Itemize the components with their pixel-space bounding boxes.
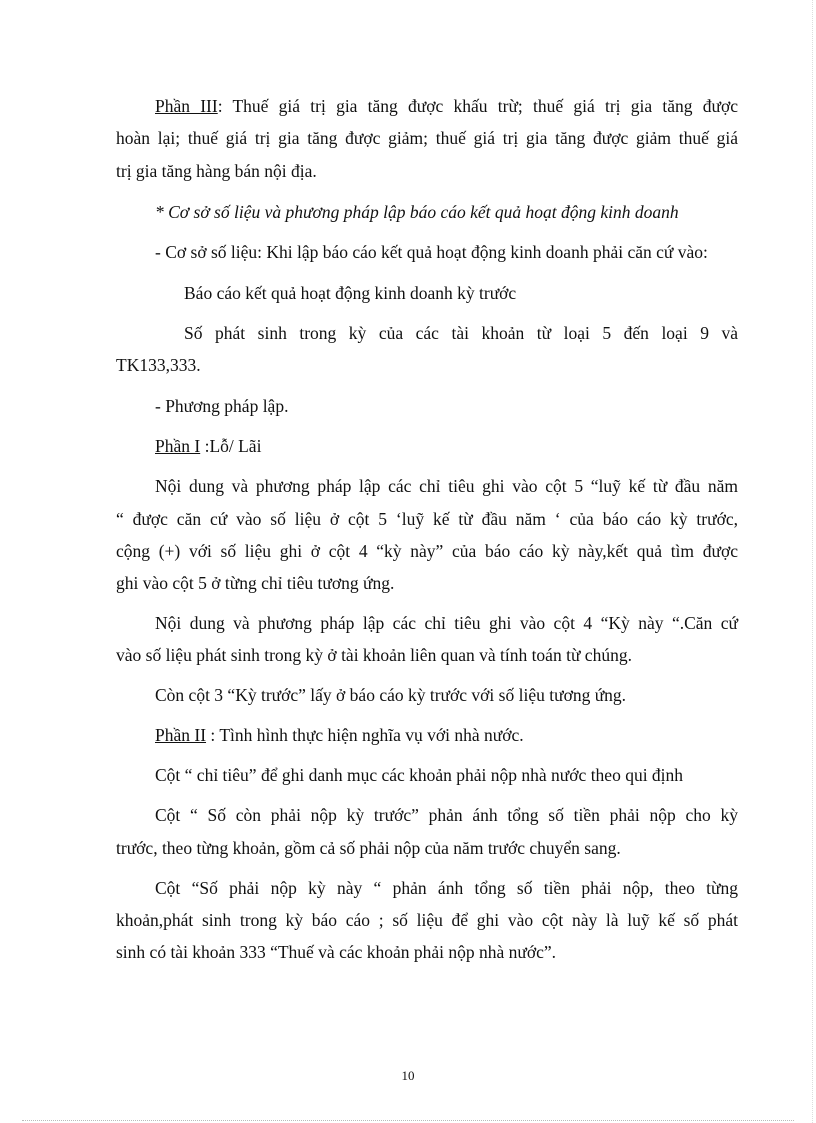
col-curr-due-line-1: Cột “Số phải nộp kỳ này “ phản ánh tổng số tiền phải nộp, theo từng bbox=[155, 878, 738, 898]
part3-line-3: trị gia tăng hàng bán nội địa. bbox=[116, 161, 317, 181]
part3-label: Phần III bbox=[155, 96, 218, 116]
method-line: - Phương pháp lập. bbox=[155, 396, 289, 416]
part1-label: Phần I bbox=[155, 436, 201, 456]
para-col5-line-4: ghi vào cột 5 ở từng chỉ tiêu tương ứng. bbox=[116, 573, 395, 593]
part3-line-2: hoàn lại; thuế giá trị gia tăng được giảm; thuế giá trị gia tăng được giảm thuế giá bbox=[116, 128, 738, 148]
prior-report-item: Báo cáo kết quả hoạt động kinh doanh kỳ trước bbox=[184, 283, 517, 303]
col-curr-due-line-3: sinh có tài khoản 333 “Thuế và các khoản phải nộp nhà nước”. bbox=[116, 942, 557, 962]
basis-heading: * Cơ sở số liệu và phương pháp lập báo cáo kết quả hoạt động kinh doanh bbox=[155, 202, 679, 222]
part2-label: Phần II bbox=[155, 725, 207, 745]
col-indicator-line: Cột “ chỉ tiêu” để ghi danh mục các khoản phải nộp nhà nước theo qui định bbox=[155, 765, 684, 785]
para-col5-line-3: cộng (+) với số liệu ghi ở cột 4 “kỳ này” của báo cáo kỳ này,kết quả tìm được bbox=[116, 541, 738, 561]
para-col5-line-1: Nội dung và phương pháp lập các chỉ tiêu ghi vào cột 5 “luỹ kế từ đầu năm bbox=[155, 476, 738, 496]
accounts-line-2: TK133,333. bbox=[116, 355, 201, 375]
para-col4-line-1: Nội dung và phương pháp lập các chỉ tiêu ghi vào cột 4 “Kỳ này “.Căn cứ bbox=[155, 613, 738, 633]
part3-line-1: Phần III: Thuế giá trị gia tăng được khấu trừ; thuế giá trị gia tăng được bbox=[155, 96, 738, 116]
col-curr-due-line-2: khoản,phát sinh trong kỳ báo cáo ; số liệu để ghi vào cột này là luỹ kế số phát bbox=[116, 910, 738, 930]
data-basis-line: - Cơ sở số liệu: Khi lập báo cáo kết quả hoạt động kinh doanh phải căn cứ vào: bbox=[155, 242, 708, 262]
para-col4-line-2: vào số liệu phát sinh trong kỳ ở tài khoản liên quan và tính toán từ chúng. bbox=[116, 645, 632, 665]
page-border-bottom bbox=[22, 1120, 794, 1121]
accounts-line-1: Số phát sinh trong kỳ của các tài khoản từ loại 5 đến loại 9 và bbox=[184, 323, 738, 343]
part1-heading: Phần I :Lỗ/ Lãi bbox=[155, 436, 262, 456]
page-number: 10 bbox=[401, 1068, 415, 1083]
part2-heading: Phần II : Tình hình thực hiện nghĩa vụ với nhà nước. bbox=[155, 725, 524, 745]
col-prev-due-line-1: Cột “ Số còn phải nộp kỳ trước” phản ánh tổng số tiền phải nộp cho kỳ bbox=[155, 805, 738, 825]
col-prev-due-line-2: trước, theo từng khoản, gồm cả số phải nộp của năm trước chuyển sang. bbox=[116, 838, 621, 858]
para-col5-line-2: “ được căn cứ vào số liệu ở cột 5 ‘luỹ kế từ đầu năm ‘ của báo cáo kỳ trước, bbox=[116, 509, 738, 529]
para-col3: Còn cột 3 “Kỳ trước” lấy ở báo cáo kỳ trước với số liệu tương ứng. bbox=[155, 685, 627, 705]
page-border-right bbox=[812, 0, 813, 1123]
